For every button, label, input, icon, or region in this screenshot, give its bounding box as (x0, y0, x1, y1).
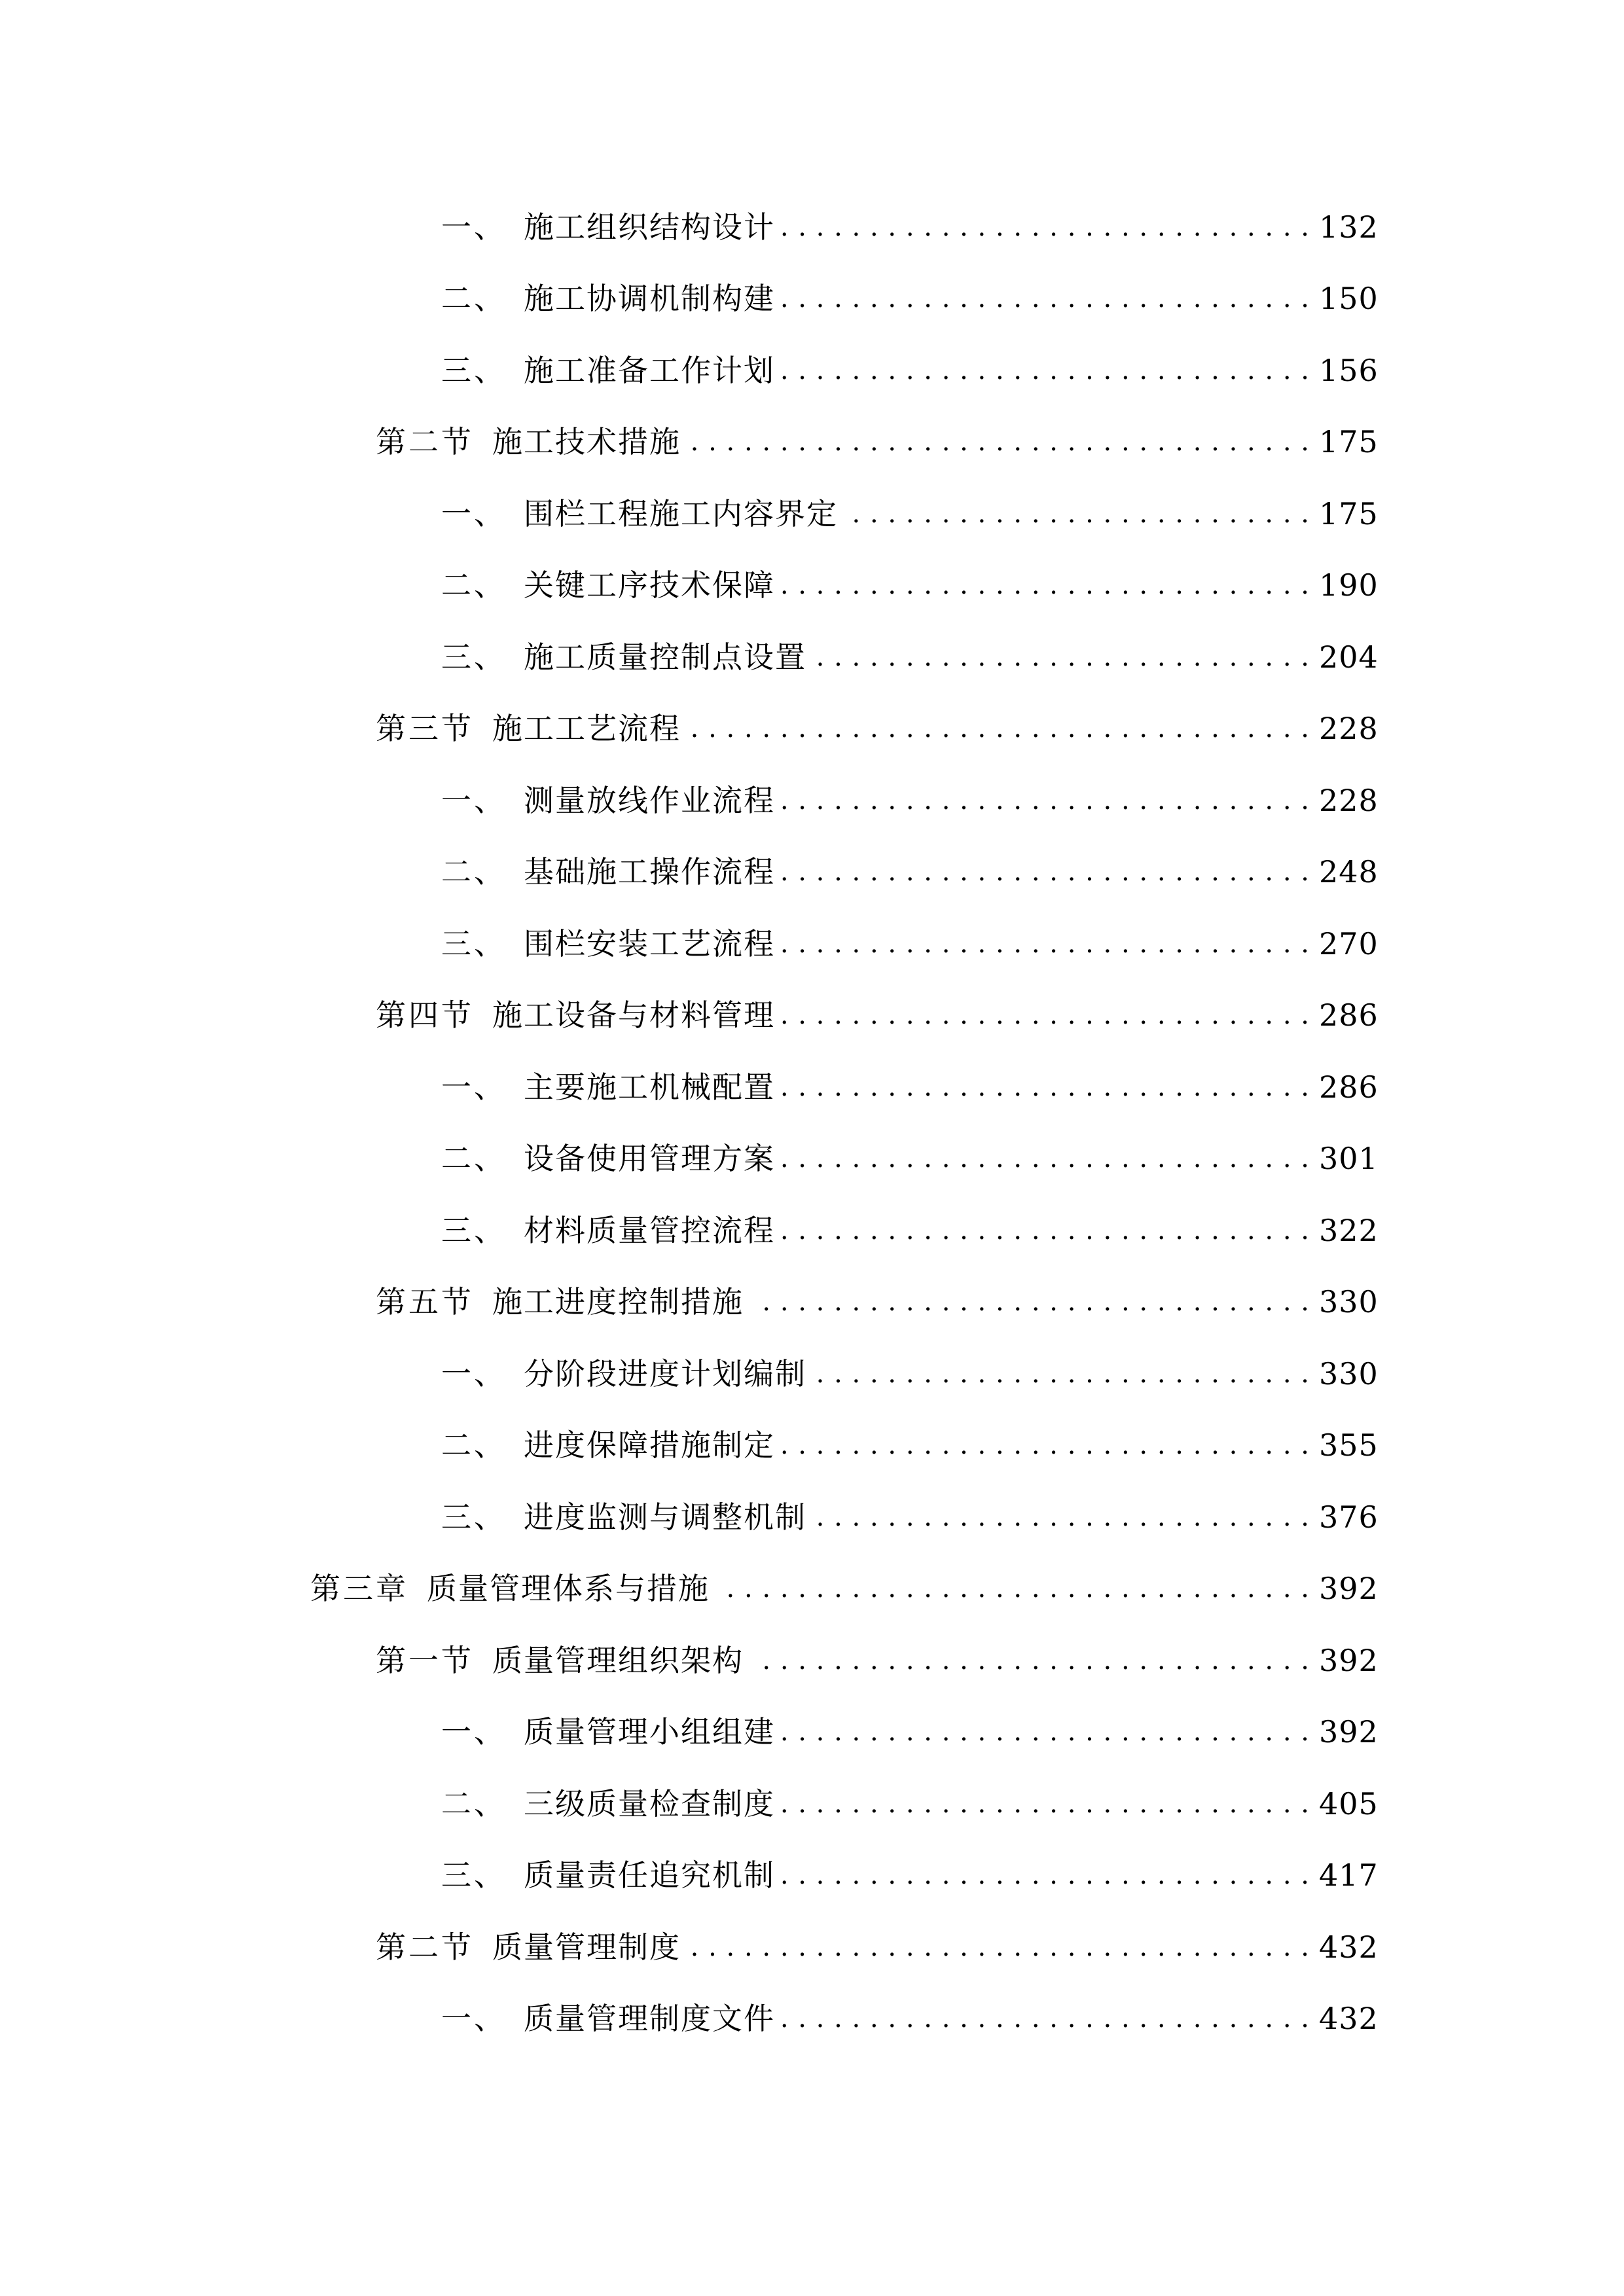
toc-entry-number: 第五节 (376, 1284, 474, 1320)
toc-entry[interactable] (0, 621, 1624, 693)
toc-entry-title: 施工协调机制构建 (524, 281, 775, 317)
toc-entry-content (441, 1354, 1379, 1393)
toc-entry[interactable] (0, 334, 1624, 406)
toc-entry-page-number: 132 (1319, 209, 1379, 245)
toc-entry[interactable] (0, 1911, 1624, 1983)
toc-dot-leader (782, 1999, 1310, 2038)
toc-entry-number: 第二节 (376, 424, 474, 460)
toc-entry[interactable] (0, 908, 1624, 980)
toc-entry-title: 进度监测与调整机制 (524, 1499, 806, 1535)
toc-dot-leader (782, 1211, 1310, 1250)
toc-entry-title: 质量责任追究机制 (524, 1857, 775, 1893)
toc-entry-content (441, 351, 1379, 390)
toc-entry-content (441, 565, 1379, 605)
toc-entry[interactable] (0, 1696, 1624, 1768)
toc-entry-page-number: 405 (1319, 1785, 1379, 1821)
toc-entry-title: 设备使用管理方案 (524, 1141, 775, 1177)
toc-entry-title: 施工进度控制措施 (492, 1284, 744, 1320)
toc-entry[interactable] (0, 1338, 1624, 1410)
toc-entry-page-number: 228 (1319, 782, 1379, 818)
toc-entry-number: 一、 (441, 1355, 507, 1391)
toc-entry-number: 三、 (441, 1499, 507, 1535)
toc-entry[interactable] (0, 1553, 1624, 1625)
toc-entry-page-number: 228 (1319, 711, 1379, 747)
toc-entry-number: 三、 (441, 639, 507, 675)
toc-dot-leader (750, 1282, 1310, 1321)
toc-entry-title: 施工工艺流程 (492, 711, 681, 747)
toc-entry-title: 主要施工机械配置 (524, 1069, 775, 1105)
toc-entry-content (441, 1067, 1379, 1107)
toc-entry[interactable] (0, 1840, 1624, 1912)
toc-entry-number: 二、 (441, 567, 507, 603)
toc-entry-title: 施工组织结构设计 (524, 209, 775, 245)
toc-entry-content (441, 1856, 1379, 1895)
toc-entry[interactable] (0, 1410, 1624, 1482)
toc-entry-page-number: 156 (1319, 352, 1379, 388)
toc-entry-content (441, 1784, 1379, 1823)
toc-entry-number: 一、 (441, 1069, 507, 1105)
toc-dot-leader (782, 1426, 1310, 1465)
toc-entry-page-number: 150 (1319, 281, 1379, 317)
toc-entry-title: 三级质量检查制度 (524, 1785, 775, 1821)
toc-entry-number: 二、 (441, 1141, 507, 1177)
toc-dot-leader (782, 852, 1310, 891)
toc-entry-title: 施工质量控制点设置 (524, 639, 806, 675)
toc-entry-page-number: 175 (1319, 424, 1379, 460)
toc-entry-content (441, 1498, 1379, 1537)
toc-dot-leader (782, 565, 1310, 605)
toc-entry[interactable] (0, 1266, 1624, 1338)
toc-entry-number: 一、 (441, 782, 507, 818)
toc-entry[interactable] (0, 1624, 1624, 1696)
toc-entry-page-number: 417 (1319, 1857, 1379, 1893)
toc-entry[interactable] (0, 836, 1624, 908)
toc-entry-title: 施工设备与材料管理 (492, 997, 775, 1033)
toc-entry-number: 三、 (441, 1212, 507, 1248)
toc-entry[interactable] (0, 550, 1624, 622)
toc-entry-number: 第二节 (376, 1929, 474, 1965)
toc-entry-page-number: 330 (1319, 1355, 1379, 1391)
toc-dot-leader (687, 1928, 1310, 1967)
toc-entry-title: 质量管理制度文件 (524, 2001, 775, 2037)
toc-entry-number: 第三节 (376, 711, 474, 747)
toc-entry[interactable] (0, 1123, 1624, 1195)
toc-entry-content (441, 852, 1379, 891)
toc-entry-page-number: 392 (1319, 1571, 1379, 1607)
toc-entry-page-number: 270 (1319, 925, 1379, 961)
toc-entry-title: 质量管理体系与措施 (427, 1571, 710, 1607)
toc-entry-number: 第三章 (310, 1571, 408, 1607)
toc-entry-page-number: 190 (1319, 567, 1379, 603)
toc-dot-leader (782, 1712, 1310, 1751)
toc-entry-content (441, 924, 1379, 963)
toc-entry-content (441, 1999, 1379, 2038)
toc-dot-leader (782, 207, 1310, 247)
toc-entry-content (376, 1928, 1379, 1967)
toc-dot-leader (782, 924, 1310, 963)
toc-entry[interactable] (0, 1051, 1624, 1123)
toc-entry-page-number: 392 (1319, 1642, 1379, 1678)
toc-entry-number: 二、 (441, 854, 507, 890)
toc-dot-leader (782, 1067, 1310, 1107)
toc-entry-title: 围栏工程施工内容界定 (524, 495, 838, 531)
toc-entry-content (376, 1282, 1379, 1321)
toc-entry[interactable] (0, 693, 1624, 765)
toc-entry-title: 进度保障措施制定 (524, 1427, 775, 1463)
toc-entry-title: 测量放线作业流程 (524, 782, 775, 818)
toc-entry[interactable] (0, 1983, 1624, 2055)
toc-entry-number: 一、 (441, 2001, 507, 2037)
toc-entry-number: 二、 (441, 281, 507, 317)
toc-entry[interactable] (0, 1194, 1624, 1266)
toc-entry-number: 第四节 (376, 997, 474, 1033)
toc-entry-content (441, 1139, 1379, 1178)
toc-entry-content (376, 709, 1379, 748)
toc-entry-page-number: 432 (1319, 2001, 1379, 2037)
toc-entry-number: 一、 (441, 495, 507, 531)
toc-entry-number: 二、 (441, 1785, 507, 1821)
toc-dot-leader (782, 1784, 1310, 1823)
toc-entry-title: 关键工序技术保障 (524, 567, 775, 603)
toc-dot-leader (782, 781, 1310, 820)
toc-entry[interactable] (0, 263, 1624, 335)
toc-entry-content (376, 422, 1379, 461)
toc-entry-title: 围栏安装工艺流程 (524, 925, 775, 961)
toc-entry-page-number: 204 (1319, 639, 1379, 675)
toc-entry-title: 质量管理制度 (492, 1929, 681, 1965)
toc-entry[interactable] (0, 406, 1624, 478)
toc-entry-number: 一、 (441, 209, 507, 245)
toc-entry[interactable] (0, 1481, 1624, 1553)
toc-entry-content (376, 1641, 1379, 1680)
toc-entry-title: 分阶段进度计划编制 (524, 1355, 806, 1391)
toc-entry-page-number: 286 (1319, 1069, 1379, 1105)
toc-dot-leader (813, 1354, 1310, 1393)
toc-entry-title: 质量管理组织架构 (492, 1642, 744, 1678)
toc-entry[interactable] (0, 980, 1624, 1052)
toc-entry-number: 二、 (441, 1427, 507, 1463)
toc-entry-content (441, 279, 1379, 318)
toc-entry-number: 一、 (441, 1714, 507, 1750)
toc-entry-content (441, 494, 1379, 533)
toc-entry-number: 三、 (441, 1857, 507, 1893)
toc-dot-leader (782, 1139, 1310, 1178)
toc-entry-number: 三、 (441, 352, 507, 388)
toc-entry-page-number: 286 (1319, 997, 1379, 1033)
toc-entry-title: 材料质量管控流程 (524, 1212, 775, 1248)
toc-dot-leader (813, 637, 1310, 677)
toc-dot-leader (813, 1498, 1310, 1537)
toc-entry-title: 质量管理小组组建 (524, 1714, 775, 1750)
toc-entry[interactable] (0, 1768, 1624, 1840)
toc-dot-leader (844, 494, 1310, 533)
toc-entry-number: 三、 (441, 925, 507, 961)
toc-entry-title: 基础施工操作流程 (524, 854, 775, 890)
toc-entry-content (376, 996, 1379, 1035)
toc-entry-page-number: 248 (1319, 854, 1379, 890)
toc-entry-title: 施工准备工作计划 (524, 352, 775, 388)
toc-entry-page-number: 392 (1319, 1714, 1379, 1750)
toc-entry-content (441, 781, 1379, 820)
toc-entry-page-number: 322 (1319, 1212, 1379, 1248)
toc-entry[interactable] (0, 478, 1624, 550)
toc-dot-leader (782, 279, 1310, 318)
toc-dot-leader (782, 996, 1310, 1035)
toc-entry-content (310, 1569, 1379, 1608)
toc-dot-leader (782, 1856, 1310, 1895)
toc-entry[interactable] (0, 191, 1624, 263)
toc-dot-leader (782, 351, 1310, 390)
toc-entry[interactable] (0, 764, 1624, 836)
toc-entry-page-number: 355 (1319, 1427, 1379, 1463)
toc-entry-title: 施工技术措施 (492, 424, 681, 460)
toc-entry-page-number: 175 (1319, 495, 1379, 531)
toc-entry-content (441, 1211, 1379, 1250)
toc-dot-leader (750, 1641, 1310, 1680)
toc-entry-page-number: 301 (1319, 1141, 1379, 1177)
table-of-contents (0, 191, 1624, 2054)
toc-entry-number: 第一节 (376, 1642, 474, 1678)
toc-entry-content (441, 1712, 1379, 1751)
toc-entry-content (441, 207, 1379, 247)
toc-entry-page-number: 376 (1319, 1499, 1379, 1535)
toc-entry-content (441, 637, 1379, 677)
toc-dot-leader (687, 422, 1310, 461)
toc-dot-leader (716, 1569, 1310, 1608)
toc-entry-page-number: 330 (1319, 1284, 1379, 1320)
toc-entry-content (441, 1426, 1379, 1465)
toc-entry-page-number: 432 (1319, 1929, 1379, 1965)
toc-dot-leader (687, 709, 1310, 748)
